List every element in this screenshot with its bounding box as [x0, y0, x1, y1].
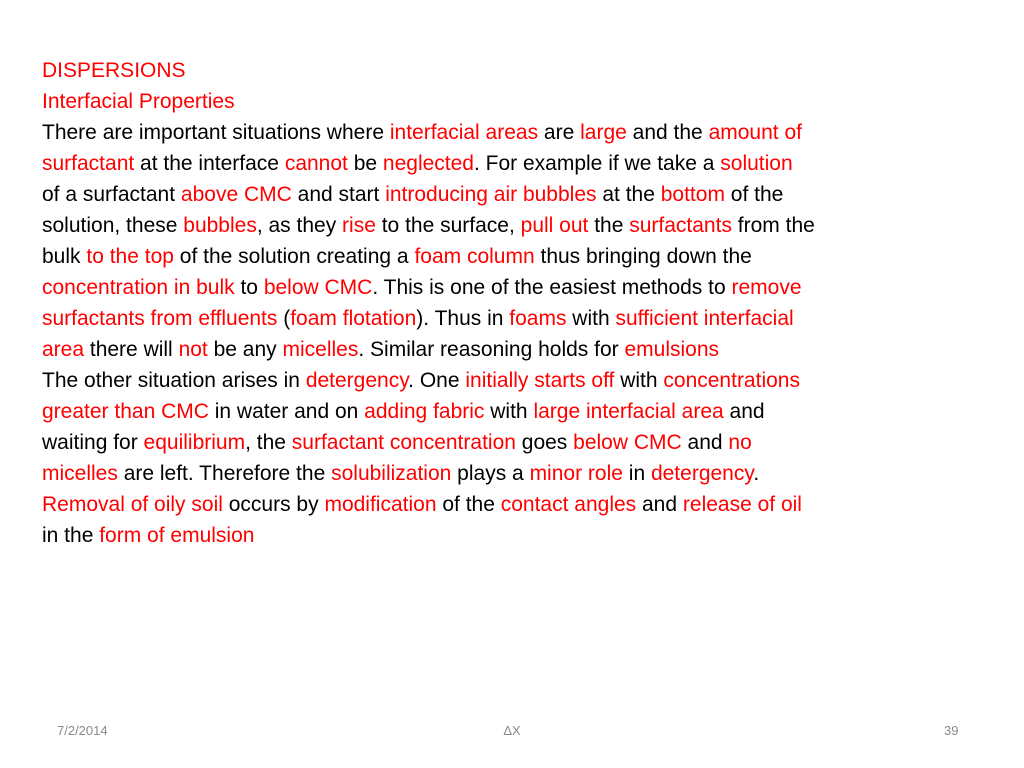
body-text-run: There are important situations where — [42, 121, 390, 144]
highlighted-term: surfactant — [42, 152, 135, 175]
body-text-run: to the surface, — [375, 214, 521, 237]
highlighted-term: concentration in bulk — [42, 276, 235, 299]
body-text-run: the — [588, 214, 630, 237]
footer-center-text: ΔX — [503, 723, 521, 738]
body-text-run: with — [484, 400, 534, 423]
body-text-run: The other situation arises in — [42, 369, 306, 392]
highlighted-term: solubilization — [331, 462, 452, 485]
highlighted-term: initially starts off — [465, 369, 615, 392]
highlighted-term: cannot — [284, 152, 348, 175]
body-text-run: bulk — [42, 245, 87, 268]
highlighted-term: neglected — [382, 152, 474, 175]
body-text-run: . — [753, 462, 760, 485]
body-text-run: , as they — [256, 214, 343, 237]
highlighted-term: form of emulsion — [99, 524, 255, 547]
body-line — [42, 241, 1002, 272]
highlighted-term: amount of — [708, 121, 802, 144]
body-text-run: with — [566, 307, 616, 330]
footer-date: 7/2/2014 — [57, 723, 108, 738]
highlighted-term: below CMC — [263, 276, 373, 299]
highlighted-term: large — [580, 121, 627, 144]
body-text-run: and — [681, 431, 729, 454]
body-line — [42, 396, 1002, 427]
highlighted-term: large interfacial area — [533, 400, 724, 423]
slide-heading: DISPERSIONS — [42, 59, 186, 82]
body-text-run: ( — [277, 307, 291, 330]
body-text-run: of the — [436, 493, 501, 516]
body-line — [42, 117, 1002, 148]
highlighted-term: micelles — [42, 462, 118, 485]
highlighted-term: rise — [342, 214, 376, 237]
body-line — [42, 334, 1002, 365]
highlighted-term: foams — [509, 307, 567, 330]
body-text-run: occurs by — [222, 493, 325, 516]
body-text-run: and — [723, 400, 765, 423]
highlighted-term: remove — [731, 276, 802, 299]
highlighted-term: release of oil — [682, 493, 802, 516]
body-text-run: of the — [724, 183, 784, 206]
body-line — [42, 303, 1002, 334]
highlighted-term: bottom — [660, 183, 725, 206]
slide-content — [42, 55, 1002, 551]
highlighted-term: foam flotation — [290, 307, 417, 330]
highlighted-term: interfacial areas — [389, 121, 539, 144]
body-text-run: from the — [731, 214, 815, 237]
body-text-run: and — [636, 493, 683, 516]
body-line — [42, 520, 1002, 551]
highlighted-term: detergency — [305, 369, 409, 392]
body-text-run: in — [622, 462, 651, 485]
highlighted-term: Removal of oily soil — [42, 493, 223, 516]
body-text-run: of a surfactant — [42, 183, 181, 206]
highlighted-term: above CMC — [180, 183, 292, 206]
body-text-run: be any — [207, 338, 283, 361]
body-text-run: ). Thus in — [416, 307, 510, 330]
body-text-run: be — [347, 152, 383, 175]
body-text-run: thus bringing down the — [534, 245, 752, 268]
highlighted-term: sufficient interfacial — [615, 307, 794, 330]
body-line — [42, 365, 1002, 396]
body-text-run: there will — [84, 338, 179, 361]
highlighted-term: emulsions — [624, 338, 720, 361]
body-text-run: . One — [408, 369, 466, 392]
highlighted-term: not — [178, 338, 208, 361]
body-text-run: to — [234, 276, 264, 299]
body-line — [42, 210, 1002, 241]
highlighted-term: bubbles — [183, 214, 257, 237]
highlighted-term: surfactants — [629, 214, 732, 237]
highlighted-term: solution — [720, 152, 793, 175]
body-text-run: at the — [596, 183, 661, 206]
highlighted-term: concentrations — [663, 369, 800, 392]
body-line — [42, 179, 1002, 210]
highlighted-term: introducing air bubbles — [385, 183, 597, 206]
body-text-run: in the — [42, 524, 100, 547]
highlighted-term: foam column — [414, 245, 535, 268]
highlighted-term: pull out — [520, 214, 589, 237]
highlighted-term: equilibrium — [143, 431, 246, 454]
body-text-run: solution, these — [42, 214, 184, 237]
body-line — [42, 489, 1002, 520]
slide-subheading: Interfacial Properties — [42, 90, 235, 113]
footer-page-number: 39 — [944, 723, 959, 738]
body-text-run: . Similar reasoning holds for — [358, 338, 625, 361]
highlighted-term: contact angles — [500, 493, 637, 516]
highlighted-term: greater than CMC — [42, 400, 209, 423]
body-text-run: in water and on — [208, 400, 365, 423]
body-text-run: and the — [626, 121, 709, 144]
body-text — [42, 117, 1002, 551]
body-text-run: plays a — [451, 462, 530, 485]
body-text-run: are — [538, 121, 581, 144]
body-line — [42, 272, 1002, 303]
body-text-run: . For example if we take a — [473, 152, 721, 175]
highlighted-term: no — [728, 431, 752, 454]
body-text-run: , the — [245, 431, 292, 454]
body-line — [42, 458, 1002, 489]
highlighted-term: micelles — [282, 338, 359, 361]
highlighted-term: minor role — [529, 462, 623, 485]
body-text-run: waiting for — [42, 431, 144, 454]
body-text-run: with — [614, 369, 664, 392]
body-text-run: at the interface — [134, 152, 285, 175]
body-text-run: . This is one of the easiest methods to — [372, 276, 732, 299]
body-line — [42, 148, 1002, 179]
highlighted-term: to the top — [86, 245, 174, 268]
body-line — [42, 427, 1002, 458]
body-text-run: goes — [515, 431, 574, 454]
body-text-run: are left. Therefore the — [117, 462, 332, 485]
highlighted-term: modification — [324, 493, 437, 516]
highlighted-term: detergency — [650, 462, 754, 485]
highlighted-term: below CMC — [573, 431, 682, 454]
body-text-run: of the solution creating a — [173, 245, 415, 268]
highlighted-term: area — [42, 338, 85, 361]
highlighted-term: adding fabric — [364, 400, 485, 423]
body-text-run: and start — [291, 183, 386, 206]
highlighted-term: surfactants from effluents — [42, 307, 278, 330]
highlighted-term: surfactant concentration — [291, 431, 516, 454]
